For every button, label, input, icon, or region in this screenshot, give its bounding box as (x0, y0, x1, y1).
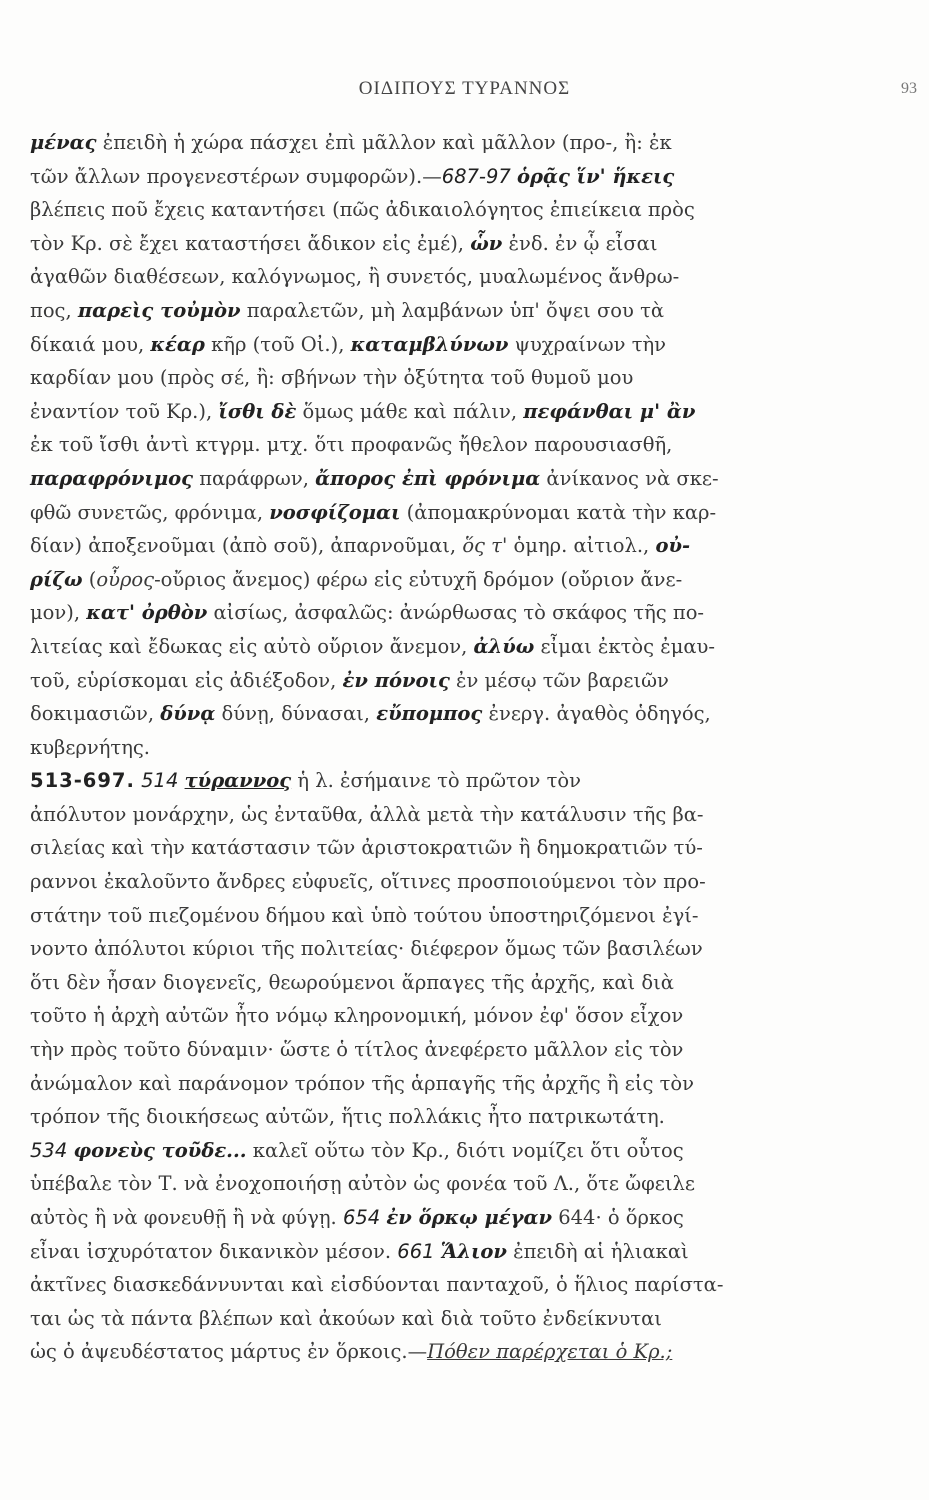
text-segment: ἡ λ. ἐσήμαινε τὸ πρῶτον τὸν (291, 769, 581, 793)
lemma: νοσφίζομαι (269, 500, 401, 524)
text-line (30, 697, 800, 731)
text-segment: ὅς τ' (462, 534, 508, 558)
text-line (30, 1335, 800, 1369)
line-reference: 687-97 (441, 164, 511, 188)
text-segment: αὐτὸς ἢ νὰ φονευθῇ ἢ νὰ φύγῃ. (30, 1206, 343, 1229)
text-line (30, 563, 800, 597)
text-line (30, 160, 800, 194)
text-segment: τοῦτο ἡ ἀρχὴ αὐτῶν ἦτο νόμῳ κληρονομική, μόνον ἐφ' ὅσον εἶχον (30, 1004, 684, 1028)
text-line (30, 798, 800, 832)
text-line (30, 764, 800, 798)
text-segment: (ἀπομακρύνομαι κατὰ τὴν καρ- (400, 500, 717, 524)
lemma: δύνᾳ (160, 702, 216, 726)
text-segment: ὑπέβαλε τὸν Τ. νὰ ἐνοχοποιήσῃ αὐτὸν ὡς φονέα τοῦ Λ., ὅτε ὤφειλε (30, 1172, 695, 1196)
text-segment: ψυχραίνων τὴν (508, 332, 667, 356)
text-line (30, 1302, 800, 1336)
lemma: οὐ- (655, 534, 691, 558)
text-segment: μον), (30, 601, 87, 625)
text-line (30, 361, 800, 395)
text-segment: ἐνεργ. ἀγαθὸς ὁδηγός, (482, 702, 711, 726)
text-line (30, 932, 800, 966)
text-segment: τῶν ἄλλων προγενεστέρων συμφορῶν).— (30, 164, 442, 188)
text-segment: κῆρ (τοῦ Οἰ.), (204, 332, 351, 356)
text-line (30, 227, 800, 261)
text-segment: ὁμηρ. αἰτιολ., (507, 534, 656, 558)
text-segment: λιτείας καὶ ἔδωκας εἰς αὐτὸ οὔριον ἄνεμον, (30, 634, 474, 658)
text-segment: δύνῃ, δύνασαι, (215, 702, 377, 726)
lemma: ρίζω (30, 567, 83, 591)
text-line (30, 731, 800, 765)
text-segment: ὅμως μάθε καὶ πάλιν, (296, 399, 524, 423)
text-segment: ἀκτῖνες διασκεδάννυνται καὶ εἰσδύονται πανταχοῦ, ὁ ἥλιος παρίστα- (30, 1273, 724, 1297)
text-line (30, 630, 800, 664)
text-line (30, 428, 800, 462)
text-segment: σιλείας καὶ τὴν κατάστασιν τῶν ἀριστοκρατιῶν ἢ δημοκρατιῶν τύ- (30, 836, 703, 860)
text-line (30, 865, 800, 899)
text-line (30, 596, 800, 630)
text-segment: τὸν Κρ. σὲ ἔχει καταστήσει ἄδικον εἰς ἐμέ), (30, 231, 471, 255)
text-line (30, 126, 800, 160)
text-line (30, 294, 800, 328)
text-segment: ραννοι ἐκαλοῦντο ἄνδρες εὐφυεῖς, οἵτινες προσποιούμενοι τὸν προ- (30, 870, 706, 894)
line-reference: 514 (141, 769, 179, 793)
text-segment: 644· ὁ ὅρκος (552, 1206, 684, 1229)
lemma: παρεὶς τοὐμὸν (77, 298, 241, 322)
text-segment: καλεῖ οὕτω τὸν Κρ., διότι νομίζει ὅτι οὗτος (246, 1138, 684, 1162)
text-segment: ται ὡς τὰ πάντα βλέπων καὶ ἀκούων καὶ διὰ τοῦτο ἐνδείκνυται (30, 1306, 662, 1330)
lemma: ἐν ὅρκῳ μέγαν (386, 1206, 553, 1229)
section-range: 513-697. (30, 769, 135, 793)
text-line (30, 1268, 800, 1302)
lemma: ἀλύω (473, 634, 535, 658)
text-segment: ἐν μέσῳ τῶν βαρειῶν (449, 668, 669, 692)
text-segment: ἀνώμαλον καὶ παράνομον τρόπον τῆς ἁρπαγῆς τῆς ἀρχῆς ἢ εἰς τὸν (30, 1071, 695, 1095)
text-segment: ὡς ὁ ἀψευδέστατος μάρτυς ἐν ὅρκοις.— (30, 1340, 428, 1364)
text-segment: δίκαιά μου, (30, 332, 151, 356)
text-line (30, 529, 800, 563)
text-segment: ἀπόλυτον μονάρχην, ὡς ἐνταῦθα, ἀλλὰ μετὰ τὴν κατάλυσιν τῆς βα- (30, 802, 704, 826)
lemma: ἄπορος ἐπὶ φρόνιμα (315, 466, 541, 490)
lemma: τύραννος (184, 769, 292, 793)
text-line (30, 328, 800, 362)
lemma: Ἅλιον (440, 1239, 507, 1263)
text-line (30, 496, 800, 530)
text-segment: ἐπειδὴ αἱ ἡλιακαὶ (506, 1239, 689, 1263)
lemma: καταμβλύνων (350, 332, 509, 356)
text-segment: δίαν) ἀποξενοῦμαι (ἀπὸ σοῦ), ἀπαρνοῦμαι, (30, 534, 463, 558)
text-segment: τοῦ, εὑρίσκομαι εἰς ἀδιέξοδον, (30, 668, 343, 692)
line-reference: 654 (342, 1206, 381, 1229)
text-segment: ἀνίκανος νὰ σκε- (540, 466, 719, 490)
text-segment: φθῶ συνετῶς, φρόνιμα, (30, 500, 270, 524)
text-segment: ἐπειδὴ ἡ χώρα πάσχει ἐπὶ μᾶλλον καὶ μᾶλλον (προ-, ἢ: ἐκ (96, 131, 672, 154)
text-segment: ( (82, 567, 97, 591)
lemma: εὔπομπος (376, 702, 483, 726)
text-segment: Πόθεν παρέρχεται ὁ Κρ.; (427, 1340, 673, 1364)
text-segment: στάτην τοῦ πιεζομένου δήμου καὶ ὑπὸ τούτου ὑποστηριζόμενοι ἐγί- (30, 903, 699, 927)
text-segment: πος, (30, 298, 78, 322)
text-line (30, 1134, 800, 1168)
text-line (30, 831, 800, 865)
lemma: μένας (30, 131, 97, 154)
text-line (30, 260, 800, 294)
text-line (30, 664, 800, 698)
text-line (30, 462, 800, 496)
line-reference: 534 (30, 1138, 68, 1162)
text-line (30, 193, 800, 227)
text-segment: παραλετῶν, μὴ λαμβάνων ὑπ' ὄψει σου τὰ (240, 298, 665, 322)
lemma: ὁρᾷς ἵν' ἥκεις (516, 164, 675, 188)
lemma: φονεὺς τοῦδε... (73, 1138, 247, 1162)
text-segment: νοντο ἀπόλυτοι κύριοι τῆς πολιτείας· διέφερον ὅμως τῶν βασιλέων (30, 937, 703, 961)
lemma: κέαρ (150, 332, 205, 356)
line-reference: 661 (397, 1239, 435, 1263)
text-segment: ὅτι δὲν ἦσαν διογενεῖς, θεωρούμενοι ἅρπαγες τῆς ἀρχῆς, καὶ διὰ (30, 970, 674, 994)
text-line (30, 999, 800, 1033)
lemma: παραφρόνιμος (30, 466, 193, 490)
text-line (30, 966, 800, 1000)
text-segment: -οὔριος ἄνεμος) φέρω εἰς εὐτυχῆ δρόμον (οὔριον ἄνε- (154, 567, 683, 591)
lemma: ἴσθι δὲ (218, 399, 297, 423)
text-segment: ἀγαθῶν διαθέσεων, καλόγνωμος, ἢ συνετός, μυαλωμένος ἄνθρω- (30, 265, 680, 289)
text-segment: οὖρος (96, 567, 155, 591)
text-segment: καρδίαν μου (πρὸς σέ, ἢ: σβήνων τὴν ὀξύτητα τοῦ θυμοῦ μου (30, 366, 634, 390)
text-line (30, 1235, 800, 1269)
commentary-text (30, 126, 800, 1369)
text-segment: ἐναντίον τοῦ Κρ.), (30, 399, 219, 423)
text-segment: αἰσίως, ἀσφαλῶς: ἀνώρθωσας τὸ σκάφος τῆς πο- (207, 601, 705, 625)
text-segment: εἶμαι ἐκτὸς ἐμαυ- (534, 634, 715, 658)
text-line (30, 1033, 800, 1067)
lemma: κατ' ὀρθὸν (86, 601, 208, 625)
text-line (30, 1167, 800, 1201)
text-segment: εἶναι ἰσχυρότατον δικανικὸν μέσον. (30, 1239, 398, 1263)
text-segment: ἐνδ. ἐν ᾧ εἶσαι (502, 231, 658, 255)
text-segment: ἐκ τοῦ ἴσθι ἀντὶ κτγρμ. μτχ. ὅτι προφανῶς ἤθελον παρουσιασθῆ, (30, 433, 673, 457)
text-line (30, 395, 800, 429)
text-segment: δοκιμασιῶν, (30, 702, 161, 726)
text-segment: βλέπεις ποῦ ἔχεις καταντήσει (πῶς ἀδικαιολόγητος ἐπιείκεια πρὸς (30, 198, 695, 222)
text-segment: τὴν πρὸς τοῦτο δύναμιν· ὥστε ὁ τίτλος ἀνεφέρετο μᾶλλον εἰς τὸν (30, 1038, 684, 1062)
text-segment: κυβερνήτης. (30, 735, 151, 759)
text-segment: τρόπον τῆς διοικήσεως αὐτῶν, ἥτις πολλάκις ἦτο πατρικωτάτη. (30, 1105, 665, 1129)
lemma: ἐν πόνοις (342, 668, 450, 692)
text-line (30, 1201, 800, 1235)
lemma: πεφάνθαι μ' ἂν (523, 399, 696, 423)
text-line (30, 1067, 800, 1101)
text-line (30, 1100, 800, 1134)
text-line (30, 899, 800, 933)
page-number: 93 (901, 80, 917, 97)
lemma: ὧν (470, 231, 503, 255)
text-segment: παράφρων, (193, 466, 316, 490)
running-head: ΟΙΔΙΠΟΥΣ ΤΥΡΑΝΝΟΣ (358, 78, 571, 99)
